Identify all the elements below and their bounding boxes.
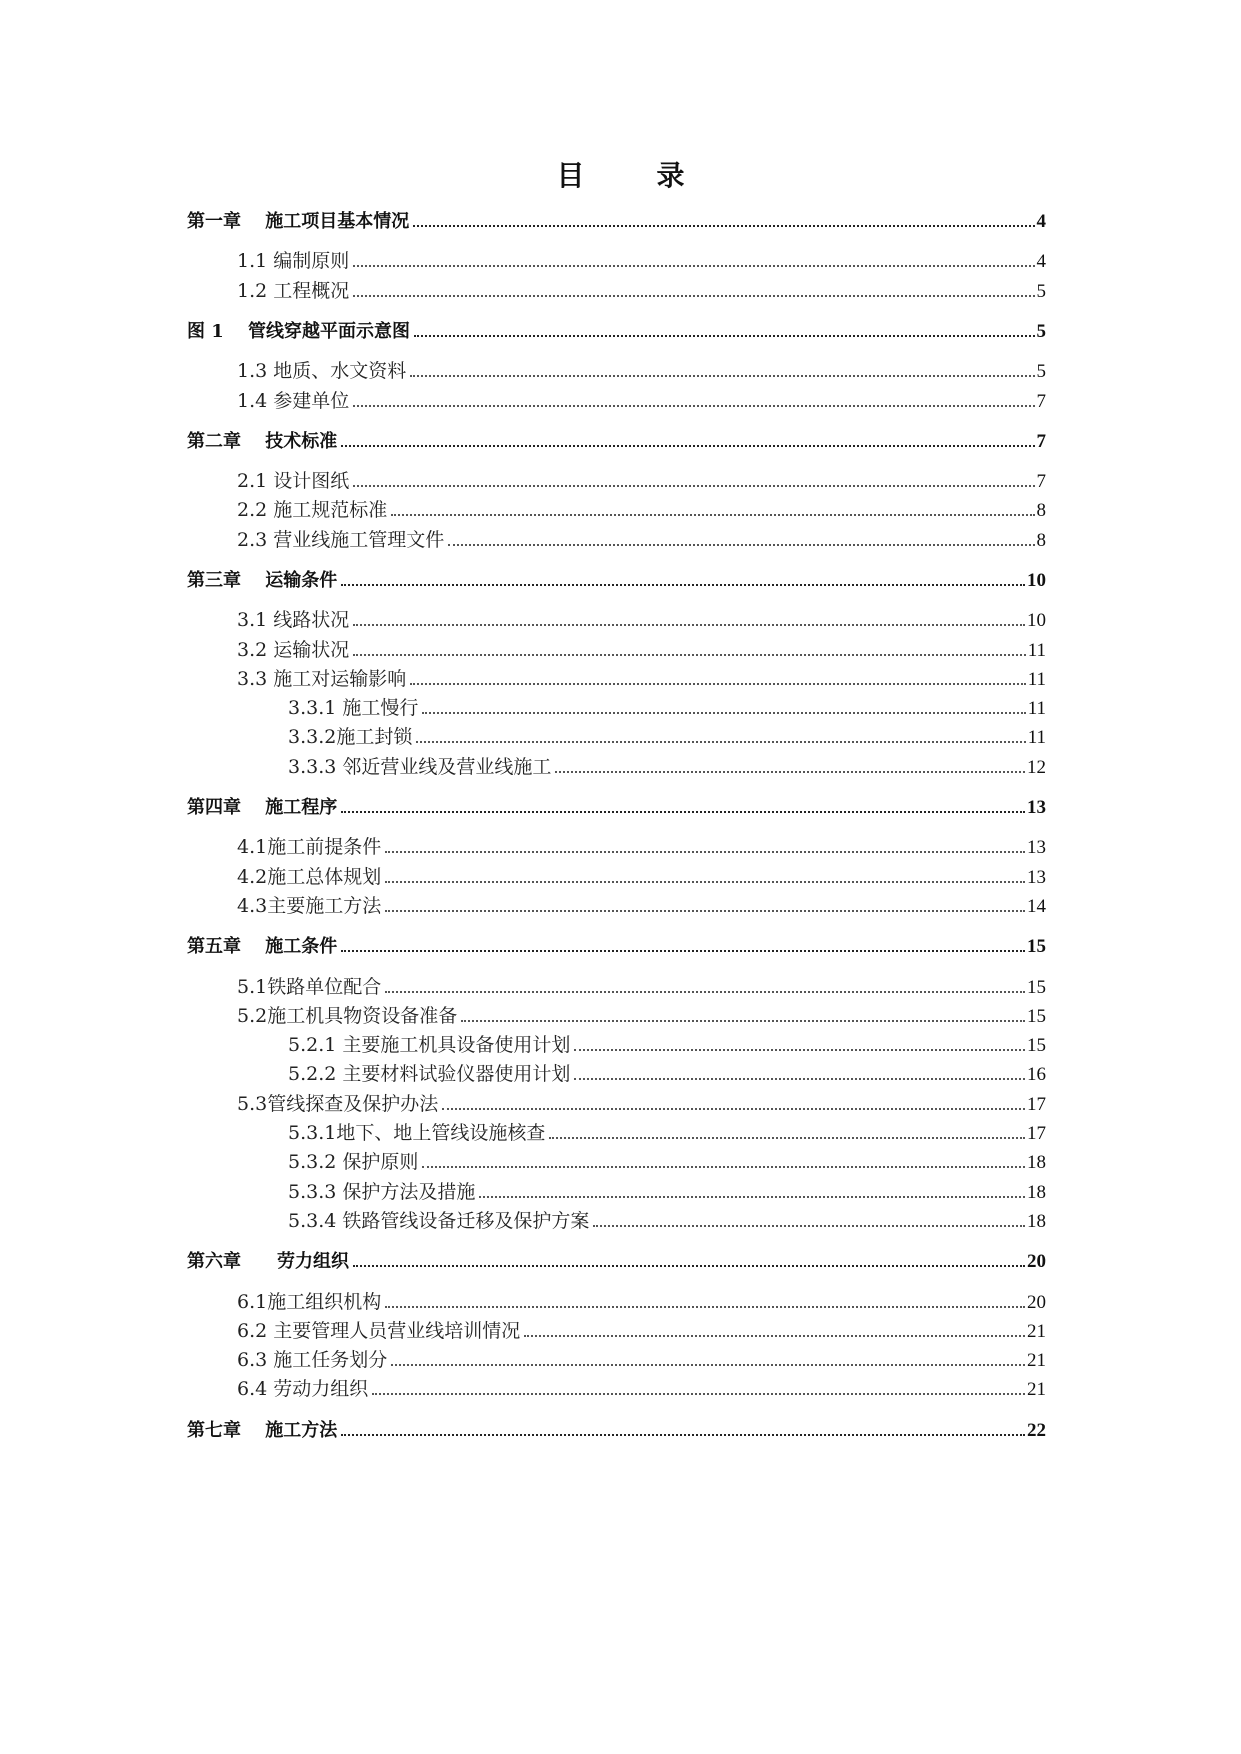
toc-entry-label: 3.3 施工对运输影响 <box>237 668 407 690</box>
toc-entry-page-number: 13 <box>1027 837 1046 858</box>
dot-leader <box>574 1078 1025 1080</box>
toc-entry-label: 2.2 施工规范标准 <box>237 499 388 521</box>
dot-leader <box>549 1137 1025 1139</box>
toc-entry-label: 4.1施工前提条件 <box>237 836 382 858</box>
toc-entry-page-number: 4 <box>1036 251 1046 272</box>
dot-leader <box>353 1265 1025 1267</box>
toc-entry[interactable] <box>237 829 1046 857</box>
toc-entry[interactable] <box>237 632 1046 660</box>
toc-entry-page-number: 7 <box>1036 471 1046 492</box>
dot-leader <box>391 514 1034 516</box>
toc-entry-page-number: 5 <box>1036 281 1046 302</box>
toc-entry-label: 1.1 编制原则 <box>237 250 350 272</box>
toc-entry[interactable] <box>237 1371 1046 1399</box>
toc-entry[interactable] <box>187 1243 1046 1271</box>
toc-entry-page-number: 20 <box>1027 1292 1046 1313</box>
toc-entry[interactable] <box>288 1174 1046 1202</box>
toc-entry-label: 6.2 主要管理人员营业线培训情况 <box>237 1320 521 1342</box>
toc-entry[interactable] <box>237 969 1046 997</box>
toc-entry-page-number: 8 <box>1036 530 1046 551</box>
toc-entry-page-number: 14 <box>1027 896 1046 917</box>
toc-entry[interactable] <box>237 1313 1046 1341</box>
dot-leader <box>353 295 1034 297</box>
toc-entry-label: 3.3.1 施工慢行 <box>288 697 419 719</box>
dot-leader <box>385 910 1025 912</box>
toc-entry-page-number: 8 <box>1036 500 1046 521</box>
dot-leader <box>422 712 1025 714</box>
dot-leader <box>574 1049 1025 1051</box>
toc-entry-page-number: 15 <box>1027 1006 1046 1027</box>
toc-entry[interactable] <box>237 602 1046 630</box>
toc-entry-page-number: 21 <box>1027 1321 1046 1342</box>
dot-leader <box>353 265 1034 267</box>
toc-entry-label: 5.2.1 主要施工机具设备使用计划 <box>288 1034 571 1056</box>
toc-entry-page-number: 15 <box>1027 936 1046 957</box>
toc-entry-label: 6.4 劳动力组织 <box>237 1378 369 1400</box>
toc-entry-label: 第三章 运输条件 <box>187 570 338 591</box>
toc-entry[interactable] <box>288 749 1046 777</box>
toc-entry[interactable] <box>237 353 1046 381</box>
toc-entry-page-number: 11 <box>1027 669 1046 690</box>
toc-entry[interactable] <box>237 383 1046 411</box>
toc-entry-label: 5.2.2 主要材料试验仪器使用计划 <box>288 1063 571 1085</box>
dot-leader <box>593 1225 1025 1227</box>
dot-leader <box>341 1434 1025 1436</box>
toc-entry-page-number: 18 <box>1027 1152 1046 1173</box>
toc-entry-label: 1.2 工程概况 <box>237 280 350 302</box>
toc-entry-page-number: 21 <box>1027 1350 1046 1371</box>
dot-leader <box>413 225 1034 227</box>
toc-entry-page-number: 4 <box>1036 211 1046 232</box>
toc-entry-page-number: 22 <box>1027 1420 1046 1441</box>
toc-entry-label: 3.3.3 邻近营业线及营业线施工 <box>288 756 552 778</box>
dot-leader <box>353 624 1025 626</box>
toc-entry-label: 第六章 劳力组织 <box>187 1251 349 1272</box>
toc-entry-page-number: 11 <box>1027 698 1046 719</box>
dot-leader <box>410 683 1025 685</box>
toc-entry-label: 1.4 参建单位 <box>237 390 350 412</box>
dot-leader <box>341 445 1034 447</box>
dot-leader <box>448 544 1034 546</box>
toc-entry-page-number: 20 <box>1027 1251 1046 1272</box>
toc-entry[interactable] <box>237 998 1046 1026</box>
toc-entry[interactable] <box>288 1056 1046 1084</box>
dot-leader <box>422 1166 1025 1168</box>
toc-entry-label: 1.3 地质、水文资料 <box>237 360 407 382</box>
toc-entry[interactable] <box>288 719 1046 747</box>
toc-entry[interactable] <box>187 789 1046 817</box>
dot-leader <box>442 1108 1025 1110</box>
dot-leader <box>372 1393 1025 1395</box>
toc-entry-label: 2.1 设计图纸 <box>237 470 350 492</box>
dot-leader <box>479 1196 1025 1198</box>
toc-entry-page-number: 17 <box>1027 1123 1046 1144</box>
toc-entry[interactable] <box>187 313 1046 341</box>
toc-entry[interactable] <box>237 463 1046 491</box>
toc-entry-page-number: 16 <box>1027 1064 1046 1085</box>
toc-entry-page-number: 15 <box>1027 1035 1046 1056</box>
toc-entry-page-number: 11 <box>1027 727 1046 748</box>
toc-entry-page-number: 18 <box>1027 1211 1046 1232</box>
toc-entry[interactable] <box>187 562 1046 590</box>
toc-entry-label: 5.3.4 铁路管线设备迁移及保护方案 <box>288 1210 590 1232</box>
dot-leader <box>353 654 1025 656</box>
toc-entry-label: 第五章 施工条件 <box>187 936 338 957</box>
toc-entry-label: 5.3.3 保护方法及措施 <box>288 1181 476 1203</box>
toc-entry[interactable] <box>237 661 1046 689</box>
toc-entry-label: 3.3.2施工封锁 <box>288 726 413 748</box>
dot-leader <box>410 375 1034 377</box>
toc-entry[interactable] <box>237 1342 1046 1370</box>
toc-entry[interactable] <box>288 1144 1046 1172</box>
toc-entry-page-number: 13 <box>1027 797 1046 818</box>
dot-leader <box>341 584 1025 586</box>
toc-entry-label: 5.1铁路单位配合 <box>237 976 382 998</box>
dot-leader <box>391 1364 1025 1366</box>
toc-entry-label: 第七章 施工方法 <box>187 1420 338 1441</box>
dot-leader <box>555 771 1025 773</box>
dot-leader <box>385 1306 1025 1308</box>
toc-entry[interactable] <box>237 243 1046 271</box>
toc-entry-label: 5.3.2 保护原则 <box>288 1151 419 1173</box>
dot-leader <box>416 741 1025 743</box>
toc-entry-label: 图 1 管线穿越平面示意图 <box>187 321 411 342</box>
page-title: 目 录 <box>556 159 707 192</box>
dot-leader <box>524 1335 1025 1337</box>
toc-entry[interactable] <box>237 859 1046 887</box>
toc-entry-label: 4.3主要施工方法 <box>237 895 382 917</box>
toc-entry-label: 6.1施工组织机构 <box>237 1291 382 1313</box>
toc-entry[interactable] <box>288 1027 1046 1055</box>
dot-leader <box>353 405 1034 407</box>
dot-leader <box>414 335 1034 337</box>
toc-entry-label: 3.2 运输状况 <box>237 639 350 661</box>
toc-entry[interactable] <box>237 1086 1046 1114</box>
toc-entry-page-number: 7 <box>1036 431 1046 452</box>
toc-entry-page-number: 21 <box>1027 1379 1046 1400</box>
toc-entry[interactable] <box>187 928 1046 956</box>
toc-entry-label: 3.1 线路状况 <box>237 609 350 631</box>
toc-entry-page-number: 10 <box>1027 610 1046 631</box>
toc-entry-page-number: 18 <box>1027 1182 1046 1203</box>
toc-entry[interactable] <box>237 273 1046 301</box>
toc-entry-label: 5.3.1地下、地上管线设施核查 <box>288 1122 546 1144</box>
toc-entry[interactable] <box>237 1284 1046 1312</box>
toc-entry[interactable] <box>288 690 1046 718</box>
dot-leader <box>341 811 1025 813</box>
toc-entry-page-number: 7 <box>1036 391 1046 412</box>
toc-entry-label: 5.3管线探查及保护办法 <box>237 1093 439 1115</box>
toc-entry[interactable] <box>288 1203 1046 1231</box>
toc-entry-page-number: 10 <box>1027 570 1046 591</box>
toc-entry-page-number: 5 <box>1036 321 1046 342</box>
toc-entry-label: 第二章 技术标准 <box>187 431 338 452</box>
toc-entry[interactable] <box>237 492 1046 520</box>
dot-leader <box>385 851 1025 853</box>
toc-entry[interactable] <box>237 522 1046 550</box>
toc-entry-page-number: 15 <box>1027 977 1046 998</box>
toc-entry-page-number: 11 <box>1027 640 1046 661</box>
toc-entry-page-number: 17 <box>1027 1094 1046 1115</box>
toc-entry-label: 第四章 施工程序 <box>187 797 338 818</box>
toc-entry-label: 5.2施工机具物资设备准备 <box>237 1005 458 1027</box>
toc-entry-page-number: 12 <box>1027 757 1046 778</box>
toc-entry[interactable] <box>288 1115 1046 1143</box>
toc-entry-page-number: 5 <box>1036 361 1046 382</box>
toc-entry-label: 2.3 营业线施工管理文件 <box>237 529 445 551</box>
toc-entry-label: 4.2施工总体规划 <box>237 866 382 888</box>
toc-entry[interactable] <box>187 1412 1046 1440</box>
dot-leader <box>385 991 1025 993</box>
toc-entry[interactable] <box>237 888 1046 916</box>
toc-entry[interactable] <box>187 423 1046 451</box>
dot-leader <box>341 950 1025 952</box>
toc-entry-label: 6.3 施工任务划分 <box>237 1349 388 1371</box>
toc-entry[interactable] <box>187 203 1046 231</box>
dot-leader <box>385 881 1025 883</box>
toc-entry-page-number: 13 <box>1027 867 1046 888</box>
dot-leader <box>353 485 1034 487</box>
dot-leader <box>461 1020 1025 1022</box>
toc-entry-label: 第一章 施工项目基本情况 <box>187 211 410 232</box>
